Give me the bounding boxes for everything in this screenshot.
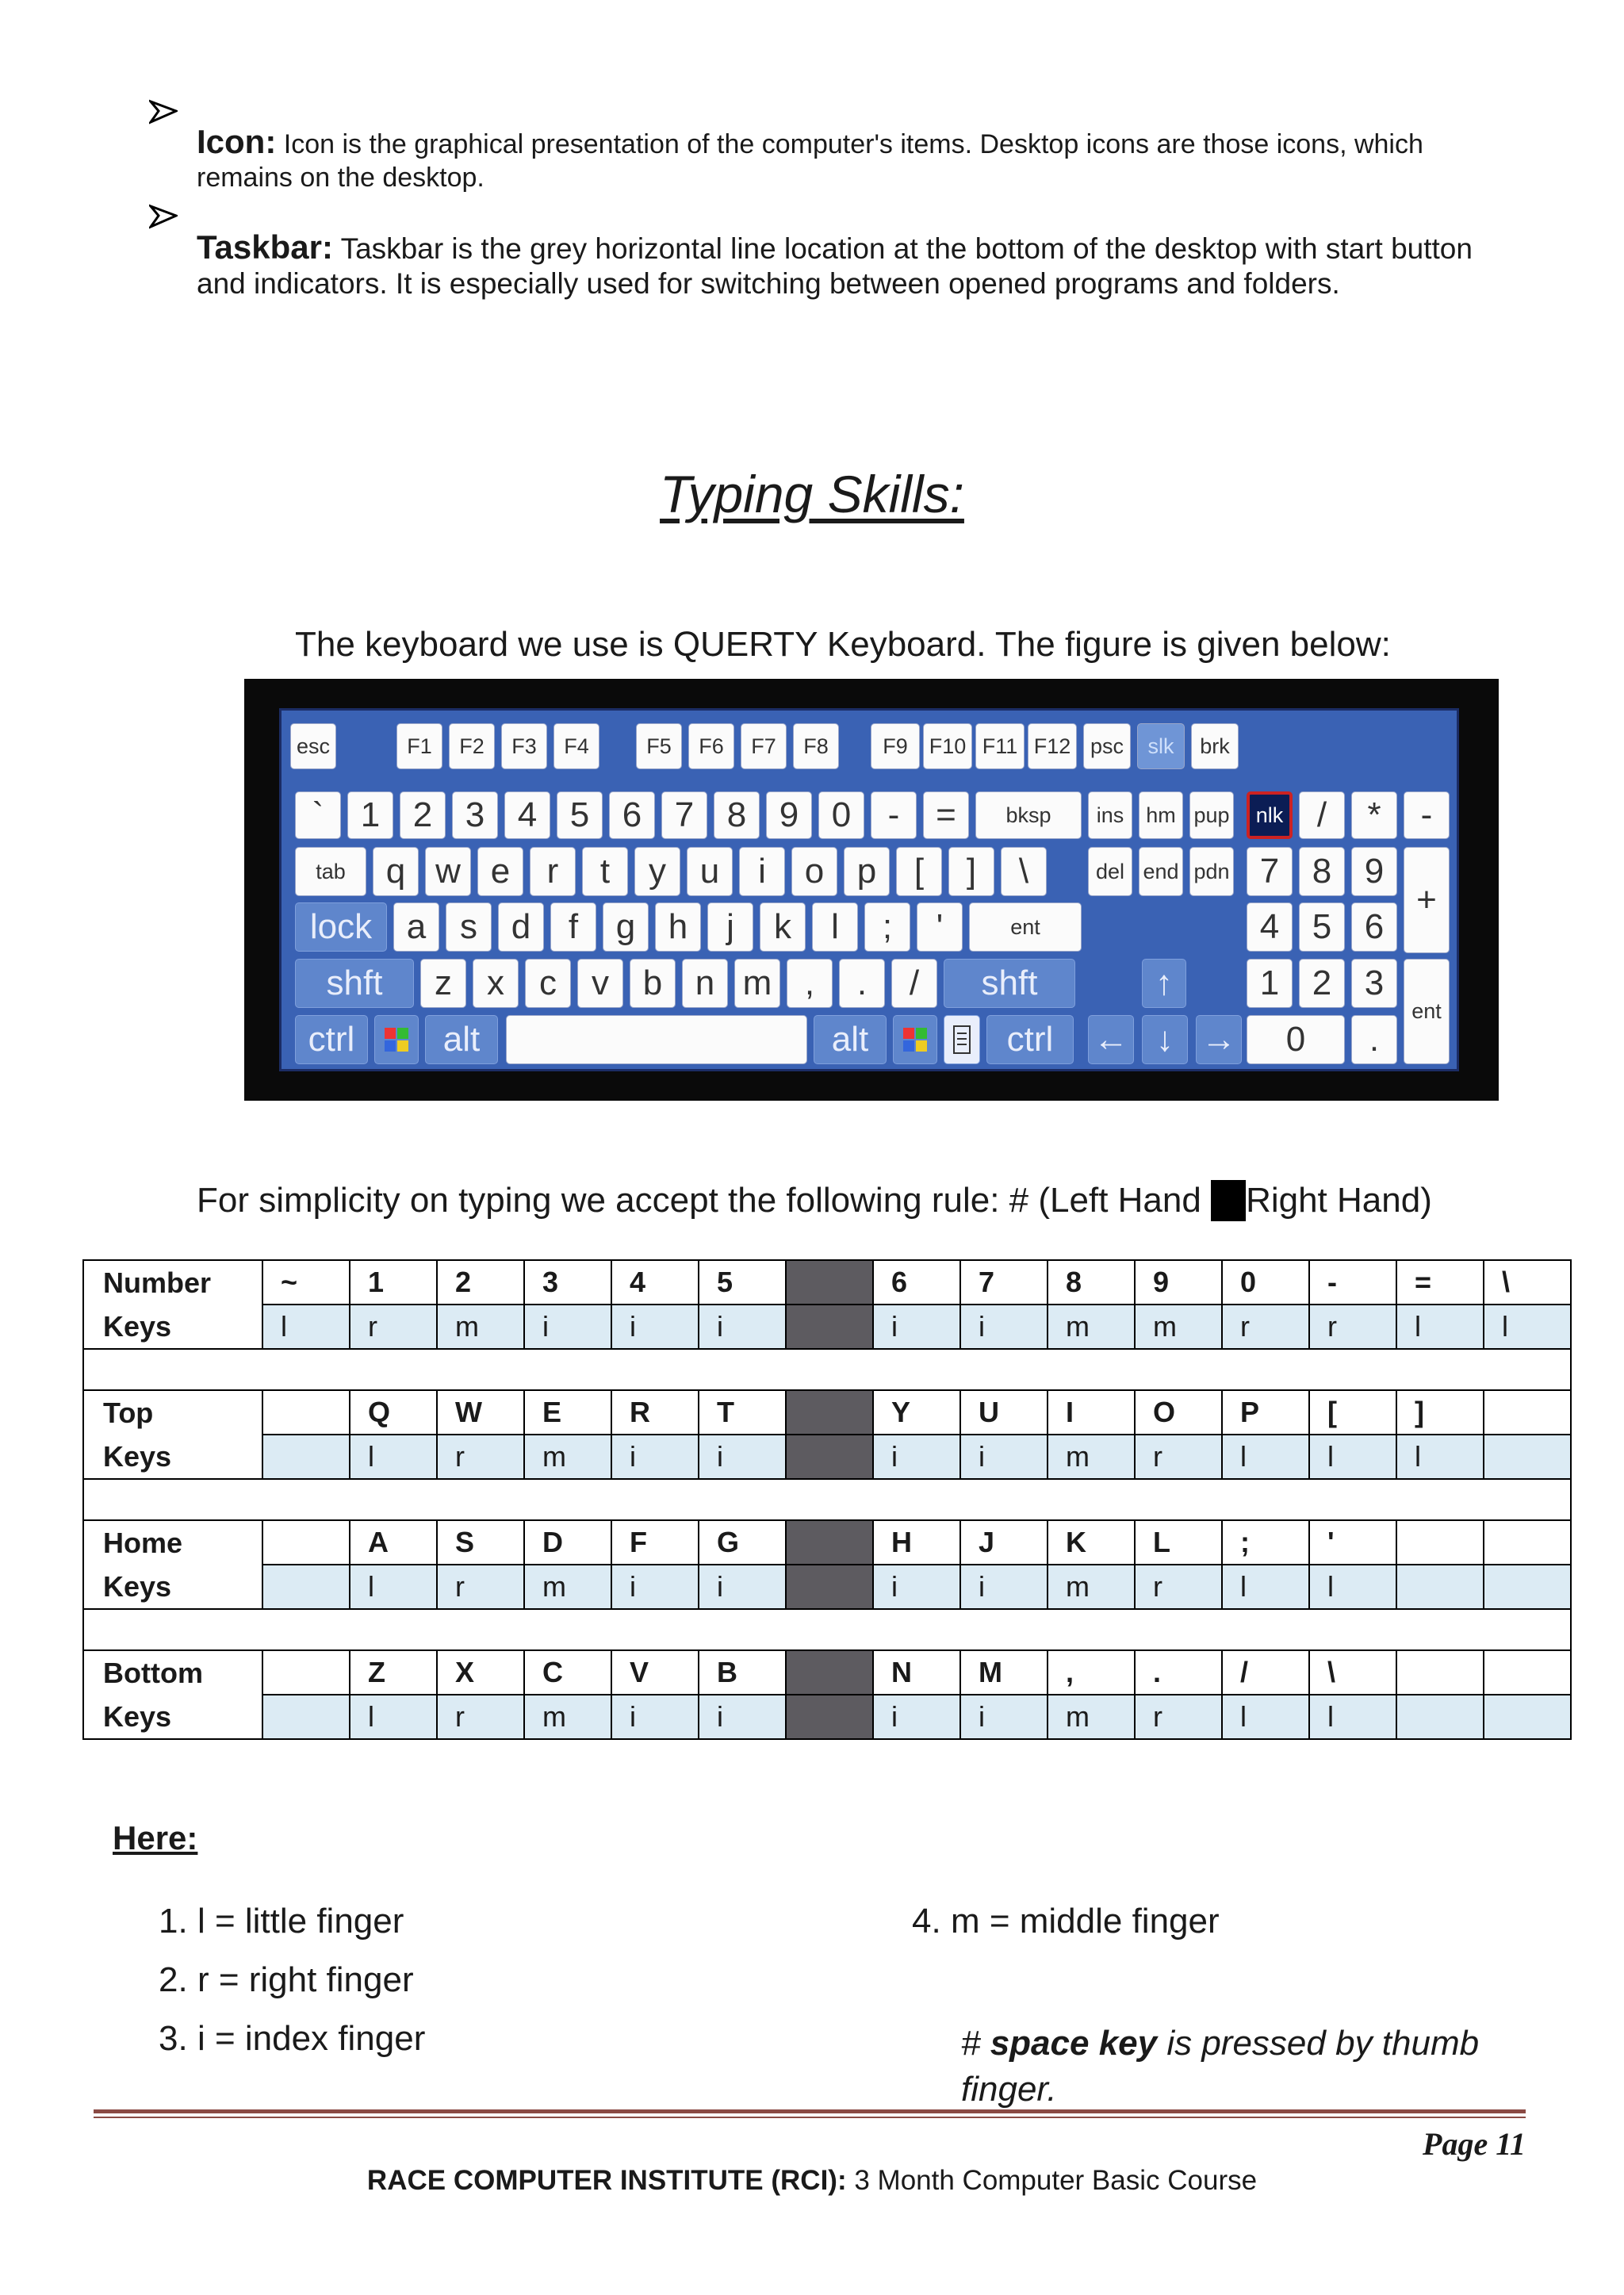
hand-divider-cell <box>786 1305 873 1349</box>
keyboard-key: r <box>530 847 576 896</box>
keyboard-key: 4 <box>504 791 550 839</box>
finger-cell: r <box>350 1305 437 1349</box>
key-cell: 7 <box>960 1260 1048 1305</box>
finger-cell: l <box>350 1565 437 1609</box>
key-cell: 6 <box>873 1260 960 1305</box>
key-cell: 5 <box>699 1260 786 1305</box>
typing-rule <box>197 1180 1432 1221</box>
keyboard-key: x <box>473 959 519 1008</box>
legend-item <box>912 1902 1220 1941</box>
keyboard-key: F12 <box>1028 723 1077 769</box>
key-cell: Y <box>873 1390 960 1435</box>
keyboard-key: F8 <box>793 723 839 769</box>
key-cell: P <box>1222 1390 1309 1435</box>
finger-cell: r <box>1222 1305 1309 1349</box>
key-cell: Q <box>350 1390 437 1435</box>
keyboard-key: ' <box>917 902 963 952</box>
keyboard-key: F6 <box>688 723 734 769</box>
finger-cell: m <box>1048 1565 1135 1609</box>
finger-cell: m <box>1135 1305 1222 1349</box>
key-cell: ' <box>1309 1520 1396 1565</box>
finger-cell: m <box>1048 1305 1135 1349</box>
key-cell: 9 <box>1135 1260 1222 1305</box>
finger-cell <box>1396 1695 1484 1739</box>
keyboard-key: s <box>446 902 492 952</box>
keyboard-key: [ <box>896 847 942 896</box>
windows-logo-icon <box>374 1015 419 1064</box>
keyboard-key: e <box>477 847 523 896</box>
keyboard-key: ] <box>948 847 994 896</box>
finger-row <box>83 1695 1571 1739</box>
keyboard-key: . <box>1351 1015 1397 1064</box>
finger-cell: l <box>350 1435 437 1479</box>
intro-text: The keyboard we use is QUERTY Keyboard. The figure is given below: <box>295 625 1391 664</box>
hand-divider-cell <box>786 1260 873 1305</box>
key-cell: L <box>1135 1520 1222 1565</box>
keyboard-key: a <box>393 902 439 952</box>
keyboard-key: F2 <box>449 723 495 769</box>
key-cell: I <box>1048 1390 1135 1435</box>
finger-cell: i <box>699 1695 786 1739</box>
table-spacer-row <box>83 1479 1571 1520</box>
finger-cell: i <box>873 1565 960 1609</box>
rule-text-right: Right Hand) <box>1246 1181 1432 1220</box>
keyboard-key: 5 <box>557 791 603 839</box>
keyboard-key: 6 <box>609 791 655 839</box>
keyboard-key: - <box>871 791 917 839</box>
finger-cell: l <box>1309 1565 1396 1609</box>
key-cell: K <box>1048 1520 1135 1565</box>
finger-cell: m <box>1048 1435 1135 1479</box>
hand-divider-block <box>1211 1180 1246 1221</box>
finger-cell: i <box>960 1565 1048 1609</box>
finger-cell: l <box>1222 1565 1309 1609</box>
key-cell: B <box>699 1650 786 1695</box>
key-cell: S <box>437 1520 524 1565</box>
hand-divider-cell <box>786 1435 873 1479</box>
finger-cell: l <box>1396 1305 1484 1349</box>
keyboard-key: shft <box>944 959 1075 1008</box>
key-cell <box>1484 1520 1571 1565</box>
finger-cell: l <box>350 1695 437 1739</box>
keyboard-key: j <box>707 902 753 952</box>
keyboard-key: alt <box>814 1015 887 1064</box>
keyboard-key: F5 <box>636 723 682 769</box>
key-cell: H <box>873 1520 960 1565</box>
finger-cell <box>1484 1435 1571 1479</box>
key-cell <box>1484 1650 1571 1695</box>
here-heading: Here: <box>113 1819 198 1856</box>
key-cell: A <box>350 1520 437 1565</box>
keyboard-key: pdn <box>1189 847 1234 896</box>
group-label: Keys <box>83 1695 262 1739</box>
finger-cell: i <box>699 1565 786 1609</box>
legend-symbol: m <box>950 1902 980 1941</box>
key-cell: D <box>524 1520 611 1565</box>
keyboard-key: n <box>682 959 728 1008</box>
section-title: Typing Skills: <box>660 465 964 523</box>
keyboard-key: t <box>582 847 628 896</box>
footer-course: 3 Month Computer Basic Course <box>846 2165 1258 2196</box>
finger-cell <box>1484 1565 1571 1609</box>
key-cell <box>1396 1520 1484 1565</box>
keyboard-key: 9 <box>766 791 812 839</box>
finger-cell: l <box>1309 1695 1396 1739</box>
finger-cell: i <box>699 1305 786 1349</box>
finger-cell: m <box>524 1565 611 1609</box>
keyboard-key: F1 <box>396 723 442 769</box>
key-cell: C <box>524 1650 611 1695</box>
finger-cell: r <box>437 1695 524 1739</box>
bullet-term: Taskbar: <box>197 228 333 266</box>
keyboard-key: i <box>739 847 785 896</box>
keyboard-key: 4 <box>1247 902 1293 952</box>
finger-cell <box>262 1695 350 1739</box>
key-cell: , <box>1048 1650 1135 1695</box>
keyboard-key: ↑ <box>1142 959 1186 1008</box>
key-row <box>83 1390 1571 1435</box>
finger-cell: l <box>1222 1695 1309 1739</box>
keyboard-key: , <box>787 959 833 1008</box>
bullet-description: Taskbar is the grey horizontal line location at the bottom of the desktop with start button and indicators. It is especially used for switching between opened programs and folders. <box>197 232 1473 300</box>
finger-cell: i <box>611 1305 699 1349</box>
menu-key-icon <box>944 1015 980 1064</box>
key-cell: 3 <box>524 1260 611 1305</box>
key-cell: E <box>524 1390 611 1435</box>
keyboard-key: k <box>760 902 806 952</box>
finger-cell: r <box>1135 1565 1222 1609</box>
footer-institute: RACE COMPUTER INSTITUTE (RCI): <box>366 2165 847 2196</box>
keyboard-key: m <box>734 959 780 1008</box>
hand-divider-cell <box>786 1695 873 1739</box>
key-cell: V <box>611 1650 699 1695</box>
key-cell: W <box>437 1390 524 1435</box>
key-cell <box>1484 1390 1571 1435</box>
keyboard-key: d <box>498 902 544 952</box>
finger-cell: i <box>611 1695 699 1739</box>
finger-row <box>83 1305 1571 1349</box>
keyboard-key: / <box>891 959 937 1008</box>
finger-cell: l <box>262 1305 350 1349</box>
finger-cell <box>1484 1695 1571 1739</box>
key-cell <box>262 1520 350 1565</box>
keyboard-key: 8 <box>714 791 760 839</box>
keyboard-key: z <box>420 959 466 1008</box>
key-cell: 0 <box>1222 1260 1309 1305</box>
keyboard-key: f <box>550 902 596 952</box>
keyboard-key: ent <box>969 902 1082 952</box>
note-rest: is pressed by thumb finger. <box>961 2024 1480 2109</box>
keyboard-key: shft <box>295 959 414 1008</box>
key-cell: 1 <box>350 1260 437 1305</box>
key-cell: . <box>1135 1650 1222 1695</box>
hand-divider-cell <box>786 1520 873 1565</box>
keyboard-key: 5 <box>1299 902 1345 952</box>
bullet-taskbar-definition <box>197 230 1481 301</box>
legend-description: = index finger <box>205 2019 426 2058</box>
keyboard-key: b <box>630 959 676 1008</box>
keyboard-key: ctrl <box>986 1015 1074 1064</box>
keyboard-key: esc <box>290 723 336 769</box>
keyboard-key: 2 <box>400 791 446 839</box>
keyboard-key: ← <box>1088 1015 1134 1064</box>
legend-item <box>159 1960 414 2000</box>
keyboard-key: ` <box>295 791 341 839</box>
keyboard-key: y <box>634 847 680 896</box>
keyboard-key: 3 <box>1351 959 1397 1008</box>
finger-cell: i <box>699 1435 786 1479</box>
group-label: Keys <box>83 1565 262 1609</box>
keyboard-key: 1 <box>347 791 393 839</box>
bullet-icon-definition <box>197 125 1481 194</box>
finger-cell: l <box>1222 1435 1309 1479</box>
keyboard-key: ↓ <box>1142 1015 1188 1064</box>
hand-divider-cell <box>786 1650 873 1695</box>
key-cell: \ <box>1484 1260 1571 1305</box>
key-cell: N <box>873 1650 960 1695</box>
keyboard-key: v <box>577 959 623 1008</box>
group-label: Keys <box>83 1305 262 1349</box>
finger-cell: i <box>960 1305 1048 1349</box>
key-cell: J <box>960 1520 1048 1565</box>
keyboard-key: F7 <box>741 723 787 769</box>
legend-description: = right finger <box>209 1960 414 1999</box>
key-row <box>83 1520 1571 1565</box>
finger-cell: l <box>1309 1435 1396 1479</box>
keyboard-key: nlk <box>1247 791 1293 839</box>
key-row <box>83 1650 1571 1695</box>
finger-cell <box>262 1435 350 1479</box>
finger-cell <box>1396 1565 1484 1609</box>
finger-cell: i <box>873 1305 960 1349</box>
keyboard-key: → <box>1196 1015 1242 1064</box>
footer-divider <box>94 2109 1526 2113</box>
bullet-term: Icon: <box>197 123 277 160</box>
keyboard-key: F4 <box>553 723 599 769</box>
group-label: Home <box>83 1520 262 1565</box>
space-key-note <box>961 2021 1516 2113</box>
group-label: Top <box>83 1390 262 1435</box>
keyboard-key: . <box>839 959 885 1008</box>
legend-symbol: r <box>197 1960 209 1999</box>
keyboard-key: brk <box>1191 723 1239 769</box>
finger-row <box>83 1565 1571 1609</box>
legend-number: 2. <box>159 1960 188 1999</box>
finger-cell: i <box>873 1695 960 1739</box>
keyboard-key: w <box>425 847 471 896</box>
key-cell: [ <box>1309 1390 1396 1435</box>
keyboard-key: F9 <box>871 723 920 769</box>
keyboard-key: slk <box>1137 723 1185 769</box>
finger-cell: m <box>1048 1695 1135 1739</box>
keyboard-key: bksp <box>975 791 1082 839</box>
finger-cell: m <box>437 1305 524 1349</box>
keyboard-key: \ <box>1001 847 1047 896</box>
keyboard-key: lock <box>295 902 387 952</box>
finger-cell: r <box>437 1435 524 1479</box>
keyboard-key: F11 <box>975 723 1025 769</box>
keyboard-key: 0 <box>1247 1015 1345 1064</box>
keyboard-key: - <box>1404 791 1450 839</box>
finger-cell <box>262 1565 350 1609</box>
key-cell: M <box>960 1650 1048 1695</box>
finger-cell: i <box>873 1435 960 1479</box>
keyboard-key: F10 <box>923 723 972 769</box>
key-cell: - <box>1309 1260 1396 1305</box>
legend-description: = middle finger <box>979 1902 1220 1941</box>
key-cell <box>262 1390 350 1435</box>
keyboard-key: * <box>1351 791 1397 839</box>
keyboard-key: p <box>844 847 890 896</box>
arrow-bullet-icon <box>149 203 178 232</box>
key-cell: Z <box>350 1650 437 1695</box>
keyboard-key: h <box>655 902 701 952</box>
table-spacer-row <box>83 1609 1571 1650</box>
keyboard-key: alt <box>425 1015 498 1064</box>
finger-cell: i <box>960 1435 1048 1479</box>
finger-cell: i <box>611 1435 699 1479</box>
keyboard-key: F3 <box>501 723 547 769</box>
footer-divider <box>94 2117 1526 2118</box>
key-cell: R <box>611 1390 699 1435</box>
keyboard-key: ctrl <box>295 1015 368 1064</box>
keyboard-key <box>506 1015 807 1064</box>
keyboard-key: 2 <box>1299 959 1345 1008</box>
group-label: Number <box>83 1260 262 1305</box>
legend-symbol: l <box>197 1902 205 1941</box>
legend-number: 3. <box>159 2019 188 2058</box>
footer-text <box>0 2165 1624 2197</box>
group-label: Bottom <box>83 1650 262 1695</box>
finger-cell: m <box>524 1695 611 1739</box>
keyboard-key: ent <box>1404 959 1450 1064</box>
legend-number: 1. <box>159 1902 188 1941</box>
keyboard-key: c <box>525 959 571 1008</box>
key-cell: ~ <box>262 1260 350 1305</box>
keyboard-key: 8 <box>1299 847 1345 896</box>
keyboard-key: end <box>1139 847 1183 896</box>
key-cell: F <box>611 1520 699 1565</box>
key-cell: U <box>960 1390 1048 1435</box>
finger-cell: r <box>1135 1695 1222 1739</box>
key-cell: 4 <box>611 1260 699 1305</box>
key-cell: X <box>437 1650 524 1695</box>
legend-symbol: i <box>197 2019 205 2058</box>
finger-cell: l <box>1484 1305 1571 1349</box>
finger-cell: r <box>1135 1435 1222 1479</box>
key-cell <box>262 1650 350 1695</box>
keyboard-key: g <box>603 902 649 952</box>
key-cell: 8 <box>1048 1260 1135 1305</box>
group-label: Keys <box>83 1435 262 1479</box>
key-cell: T <box>699 1390 786 1435</box>
keyboard-key: ins <box>1088 791 1132 839</box>
keyboard-key: 7 <box>661 791 707 839</box>
note-prefix: # <box>961 2024 990 2063</box>
finger-cell: l <box>1396 1435 1484 1479</box>
key-cell: G <box>699 1520 786 1565</box>
key-cell <box>1396 1650 1484 1695</box>
keyboard-key: 0 <box>818 791 864 839</box>
keyboard-key: 9 <box>1351 847 1397 896</box>
legend-description: = little finger <box>205 1902 404 1941</box>
key-cell: ] <box>1396 1390 1484 1435</box>
keyboard-key: u <box>687 847 733 896</box>
finger-row <box>83 1435 1571 1479</box>
finger-cell: i <box>611 1565 699 1609</box>
keyboard-key: = <box>923 791 969 839</box>
arrow-bullet-icon <box>149 98 178 127</box>
note-bold: space key <box>990 2024 1158 2063</box>
key-cell: \ <box>1309 1650 1396 1695</box>
key-cell: O <box>1135 1390 1222 1435</box>
keyboard-key: + <box>1404 847 1450 953</box>
keyboard-key: q <box>373 847 419 896</box>
bullet-description: Icon is the graphical presentation of the computer's items. Desktop icons are those icons, which remains on the desktop. <box>197 129 1423 193</box>
keyboard-key: o <box>791 847 837 896</box>
finger-cell: m <box>524 1435 611 1479</box>
key-cell: / <box>1222 1650 1309 1695</box>
hand-divider-cell <box>786 1565 873 1609</box>
key-row <box>83 1260 1571 1305</box>
keyboard-key: psc <box>1083 723 1131 769</box>
table-spacer-row <box>83 1349 1571 1390</box>
finger-cell: r <box>1309 1305 1396 1349</box>
keyboard-key: del <box>1088 847 1132 896</box>
page-number: Page 11 <box>1423 2126 1526 2162</box>
keyboard-key: tab <box>295 847 366 896</box>
legend-number: 4. <box>912 1902 941 1941</box>
legend-item <box>159 2019 425 2059</box>
finger-cell: i <box>524 1305 611 1349</box>
keyboard-key: / <box>1299 791 1345 839</box>
keyboard-key: 3 <box>452 791 498 839</box>
keyboard-key: l <box>812 902 858 952</box>
keyboard-key: ; <box>864 902 910 952</box>
legend-item <box>159 1902 404 1941</box>
keyboard-key: 1 <box>1247 959 1293 1008</box>
key-cell: = <box>1396 1260 1484 1305</box>
finger-table <box>82 1259 1572 1740</box>
rule-text-left: For simplicity on typing we accept the following rule: # (Left Hand <box>197 1181 1212 1220</box>
windows-logo-icon <box>893 1015 937 1064</box>
keyboard-key: 6 <box>1351 902 1397 952</box>
key-cell: 2 <box>437 1260 524 1305</box>
keyboard-key: 7 <box>1247 847 1293 896</box>
hand-divider-cell <box>786 1390 873 1435</box>
keyboard-key: hm <box>1139 791 1183 839</box>
finger-cell: r <box>437 1565 524 1609</box>
key-cell: ; <box>1222 1520 1309 1565</box>
finger-cell: i <box>960 1695 1048 1739</box>
keyboard-key: pup <box>1189 791 1234 839</box>
